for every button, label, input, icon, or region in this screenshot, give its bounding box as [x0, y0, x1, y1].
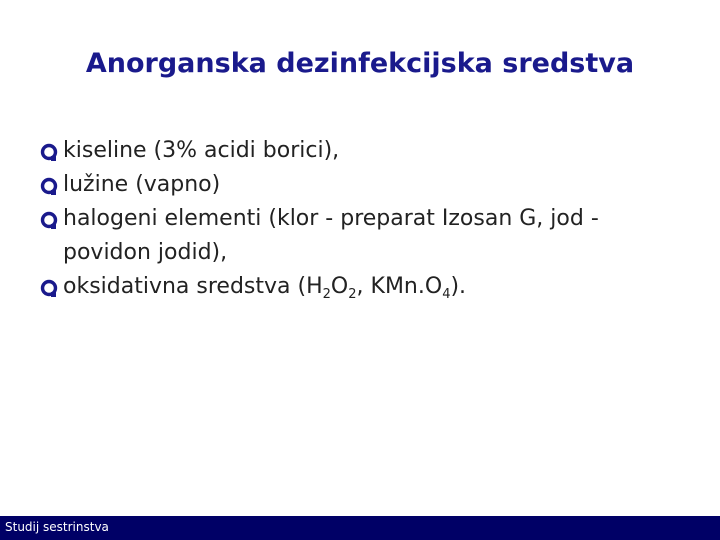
subscript: 2 [348, 287, 357, 302]
q-bullet-icon [40, 279, 60, 299]
q-bullet-icon [40, 143, 60, 163]
slide-title: Anorganska dezinfekcijska sredstva [85, 48, 635, 79]
bullet-item [40, 202, 690, 270]
formula-text: oksidativna sredstva (H [63, 274, 323, 299]
subscript: 2 [322, 287, 331, 302]
bullet-item [40, 134, 690, 168]
q-bullet-icon [40, 177, 60, 197]
bullet-text: halogeni elementi (klor - preparat Izosan G, jod - povidon jodid), [63, 206, 599, 265]
footer-text: Studij sestrinstva [5, 520, 109, 534]
bullet-text [63, 274, 467, 302]
subscript: 4 [442, 287, 451, 302]
bullet-text: kiseline (3% acidi borici), [63, 138, 340, 163]
bullet-list [40, 134, 690, 307]
q-bullet-icon [40, 211, 60, 231]
formula-text: , KMn.O [356, 274, 443, 299]
formula-text: O [330, 274, 349, 299]
bullet-item [40, 270, 690, 307]
footer-bar [0, 516, 720, 540]
bullet-item [40, 168, 690, 202]
formula-text: ). [450, 274, 467, 299]
bullet-text: lužine (vapno) [63, 172, 221, 197]
